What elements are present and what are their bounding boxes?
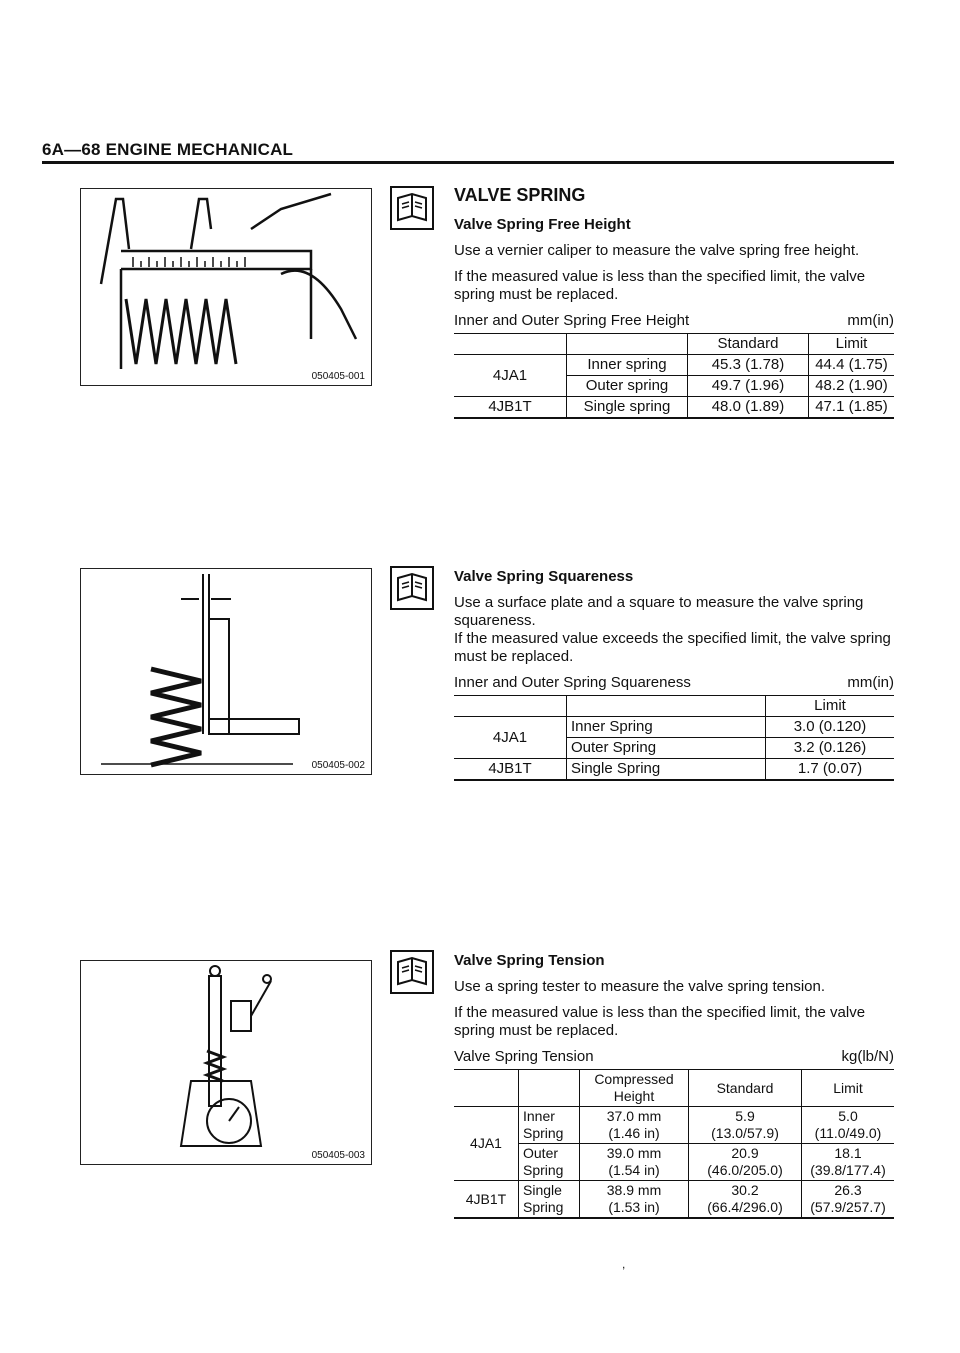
table-caption: Valve Spring Tension [454, 1048, 594, 1065]
section-squareness [454, 568, 894, 781]
figure-label: 050405-001 [311, 371, 365, 382]
spring-tester-gauge-icon [81, 961, 371, 1164]
paragraph: Use a surface plate and a square to measure the valve spring squareness. [454, 594, 864, 629]
table-caption: Inner and Outer Spring Squareness [454, 674, 691, 691]
table-cell: Outer spring [567, 376, 688, 397]
cell-line: 26.3 [834, 1182, 862, 1198]
table-cell: 4JB1T [454, 1181, 519, 1219]
cell-line: 38.9 mm [606, 1182, 662, 1198]
section-title: VALVE SPRING [454, 185, 586, 205]
cell-line: Inner [523, 1108, 555, 1124]
page-header: 6A—68 ENGINE MECHANICAL [42, 140, 294, 159]
cell-line: 18.1 [834, 1145, 862, 1161]
paragraph: If the measured value exceeds the specified limit, the valve spring must be replaced. [454, 630, 891, 665]
table-unit: mm(in) [847, 312, 894, 329]
cell-line: (1.53 in) [608, 1199, 660, 1215]
table-cell [802, 1107, 895, 1144]
table-cell [580, 1144, 689, 1181]
table-cell: 3.0 (0.120) [766, 717, 895, 738]
table-cell [519, 1070, 580, 1107]
cell-line: (1.54 in) [608, 1162, 660, 1178]
paragraph: Use a spring tester to measure the valve spring tension. [454, 978, 826, 995]
table-cell [454, 334, 567, 355]
free-height-table [454, 333, 894, 419]
table-unit: kg(lb/N) [841, 1048, 894, 1065]
cell-line: 5.9 [735, 1108, 755, 1124]
table-cell: Inner Spring [567, 717, 766, 738]
table-cell: 4JA1 [454, 1107, 519, 1181]
table-cell: 4JB1T [454, 397, 567, 419]
cell-line: (66.4/296.0) [707, 1199, 783, 1215]
table-cell: 4JB1T [454, 759, 567, 781]
squareness-table [454, 695, 894, 781]
table-cell: Single Spring [567, 759, 766, 781]
table-cell: 3.2 (0.126) [766, 738, 895, 759]
table-header: Limit [802, 1070, 895, 1107]
cell-line: (13.0/57.9) [711, 1125, 779, 1141]
header-line: Compressed [594, 1071, 674, 1087]
cell-line: Outer [523, 1145, 559, 1161]
table-header: Standard [689, 1070, 802, 1107]
subsection-title: Valve Spring Squareness [454, 568, 634, 585]
table-caption: Inner and Outer Spring Free Height [454, 312, 690, 329]
table-cell [567, 696, 766, 717]
table-cell: 47.1 (1.85) [809, 397, 895, 419]
table-cell [580, 1181, 689, 1219]
table-cell [689, 1181, 802, 1219]
table-cell: 4JA1 [454, 717, 567, 759]
figure-label: 050405-002 [311, 760, 365, 771]
section-free-height [454, 186, 894, 419]
table-header: Standard [688, 334, 809, 355]
cell-line: 5.0 [838, 1108, 858, 1124]
table-cell: Single spring [567, 397, 688, 419]
cell-line: (57.9/257.7) [810, 1199, 886, 1215]
service-manual-book-icon [390, 950, 434, 994]
table-cell [580, 1107, 689, 1144]
table-cell: 45.3 (1.78) [688, 355, 809, 376]
table-unit: mm(in) [847, 674, 894, 691]
cell-line: (11.0/49.0) [814, 1125, 882, 1141]
cell-line: Spring [523, 1199, 564, 1215]
cell-line: Spring [523, 1125, 564, 1141]
table-header: Limit [766, 696, 895, 717]
table-cell: 48.0 (1.89) [688, 397, 809, 419]
header-rule [42, 161, 894, 164]
tension-table [454, 1069, 894, 1219]
table-cell [454, 1070, 519, 1107]
table-cell [519, 1144, 580, 1181]
paragraph: If the measured value is less than the specified limit, the valve spring must be replaced. [454, 268, 866, 303]
footer-mark: , [622, 1257, 626, 1271]
figure-label: 050405-003 [311, 1150, 365, 1161]
table-caption-row [454, 312, 894, 330]
table-caption-row [454, 1048, 894, 1066]
table-cell: 44.4 (1.75) [809, 355, 895, 376]
cell-line: 39.0 mm [606, 1145, 662, 1161]
cell-line: Single [523, 1182, 562, 1198]
table-header [580, 1070, 689, 1107]
table-cell [689, 1107, 802, 1144]
vernier-caliper-measuring-spring-icon [81, 189, 371, 385]
section-tension [454, 952, 894, 1219]
table-caption-row [454, 674, 894, 692]
table-cell [519, 1107, 580, 1144]
table-cell [689, 1144, 802, 1181]
figure-squareness [80, 568, 372, 775]
subsection-title: Valve Spring Free Height [454, 216, 631, 233]
table-cell: 1.7 (0.07) [766, 759, 895, 781]
table-cell: Outer Spring [567, 738, 766, 759]
paragraph: If the measured value is less than the specified limit, the valve spring must be replaced. [454, 1004, 866, 1039]
figure-spring-tester [80, 960, 372, 1165]
table-cell: 48.2 (1.90) [809, 376, 895, 397]
paragraph: Use a vernier caliper to measure the valve spring free height. [454, 242, 860, 259]
table-cell [802, 1181, 895, 1219]
table-cell [519, 1181, 580, 1219]
table-header: Limit [809, 334, 895, 355]
table-cell: Inner spring [567, 355, 688, 376]
cell-line: Spring [523, 1162, 564, 1178]
service-manual-book-icon [390, 566, 434, 610]
square-on-surface-plate-spring-icon [81, 569, 371, 774]
figure-vernier-caliper [80, 188, 372, 386]
cell-line: 30.2 [731, 1182, 759, 1198]
table-cell: 49.7 (1.96) [688, 376, 809, 397]
table-cell: 4JA1 [454, 355, 567, 397]
table-cell [454, 696, 567, 717]
cell-line: 37.0 mm [606, 1108, 662, 1124]
service-manual-book-icon [390, 186, 434, 230]
cell-line: (46.0/205.0) [707, 1162, 783, 1178]
table-cell [802, 1144, 895, 1181]
cell-line: (39.8/177.4) [810, 1162, 886, 1178]
table-cell [567, 334, 688, 355]
cell-line: (1.46 in) [608, 1125, 660, 1141]
cell-line: 20.9 [731, 1145, 759, 1161]
header-line: Height [613, 1088, 655, 1104]
subsection-title: Valve Spring Tension [454, 952, 605, 969]
